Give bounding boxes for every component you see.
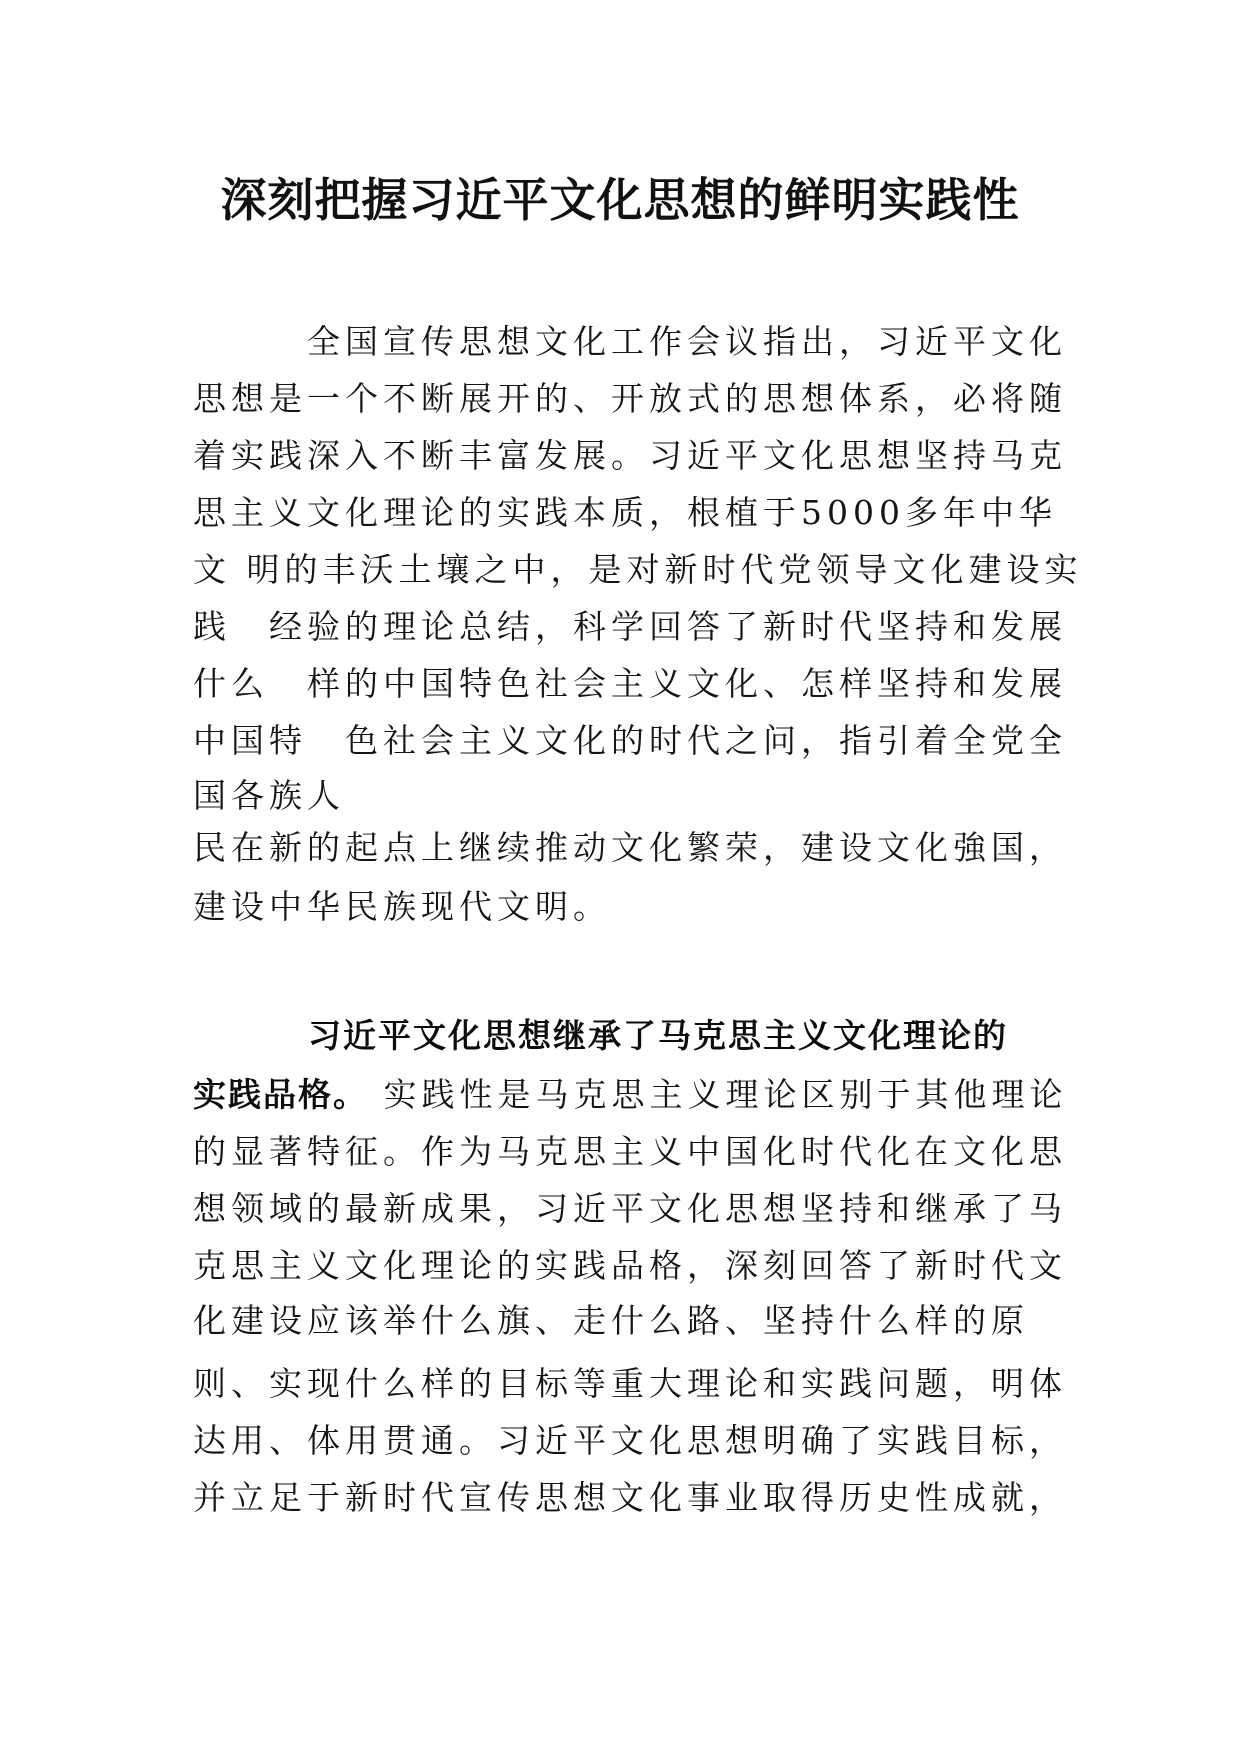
para2-line-9: 并立足于新时代宣传思想文化事业取得历史性成就， <box>193 1478 1067 1517</box>
para2-line-3: 的显著特征。作为马克思主义中国化时代化在文化思 <box>193 1132 1067 1171</box>
document-title: 深刻把握习近平文化思想的鲜明实践性 <box>220 173 1020 227</box>
para2-line-2-rest: 实践性是马克思主义理论区别于其他理论 <box>368 1075 1068 1114</box>
para1-line-11: 建设中华民族现代文明。 <box>193 887 611 926</box>
para1-line-5: 文 明的丰沃土壤之中，是对新时代党领导文化建设实 <box>193 550 1083 589</box>
para1-line-9: 国各族人 <box>193 776 345 815</box>
para2-heading-line-1: 习近平文化思想继承了马克思主义文化理论的 <box>308 1016 1008 1055</box>
para1-line-6: 践 经验的理论总结，科学回答了新时代坚持和发展 <box>193 607 1067 646</box>
para1-line-4: 思主义文化理论的实践本质，根植于5000多年中华 <box>193 493 1057 532</box>
para1-line-3: 着实践深入不断丰富发展。习近平文化思想坚持马克 <box>193 436 1067 475</box>
para2-line-4: 想领域的最新成果，习近平文化思想坚持和继承了马 <box>193 1189 1067 1228</box>
para1-line-7: 什么 样的中国特色社会主义文化、怎样坚持和发展 <box>193 664 1067 703</box>
para2-line-2 <box>193 1073 1068 1117</box>
para1-line-2: 思想是一个不断展开的、开放式的思想体系，必将随 <box>193 379 1067 418</box>
para1-line-8: 中国特 色社会主义文化的时代之问，指引着全党全 <box>193 721 1067 760</box>
para1-line-1: 全国宣传思想文化工作会议指出，习近平文化 <box>193 322 1067 361</box>
para2-line-7: 则、实现什么样的目标等重大理论和实践问题，明体 <box>193 1364 1067 1403</box>
para2-line-5: 克思主义文化理论的实践品格，深刻回答了新时代文 <box>193 1246 1067 1285</box>
para2-heading-line-2: 实践品格。 <box>193 1075 368 1114</box>
para1-line-10: 民在新的起点上继续推动文化繁荣，建设文化強国， <box>193 828 1067 867</box>
para2-line-6: 化建设应该举什么旗、走什么路、坚持什么样的原 <box>193 1301 1029 1340</box>
para2-line-8: 达用、体用贯通。习近平文化思想明确了实践目标， <box>193 1421 1067 1460</box>
